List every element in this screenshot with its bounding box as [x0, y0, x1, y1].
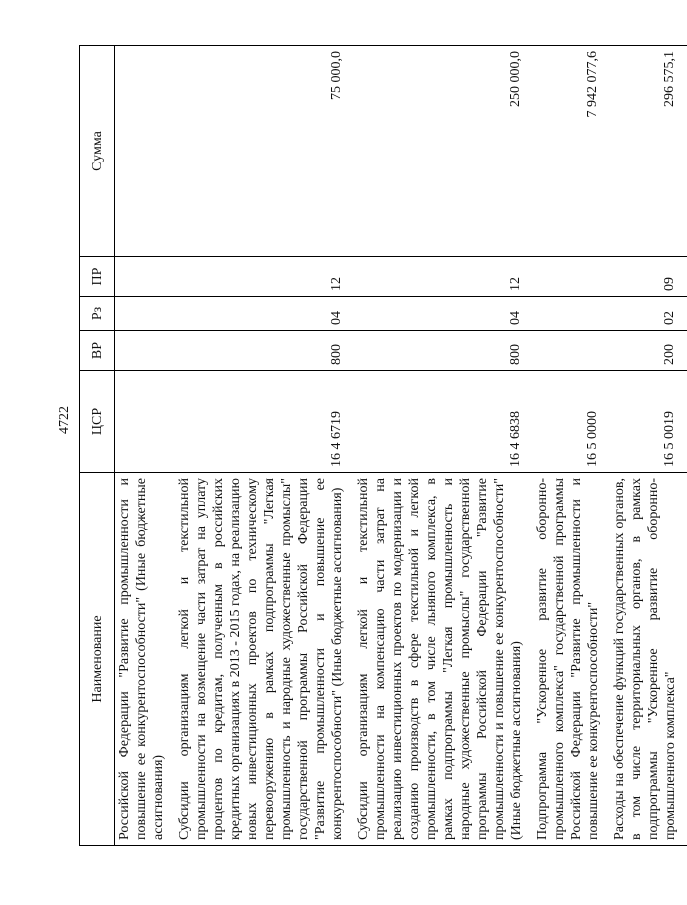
row-name: Субсидии организациям легкой и текстильной промышленности на возмещение части затрат на уплату процентов по кредитам, полученным в российских кредитных организациях в 2013 - 2015 годах, на реализацию новых инвестиционных проектов по техническому перевооружению в рамках подпрограммы "Легкая промышленность и народные художественные промыслы" государственной программы Российской Федерации "Развитие промышленности и повышение ее конкурентоспособности" (Иные бюджетные ассигнования)	[175, 473, 354, 846]
row-vr	[115, 331, 176, 371]
table-row	[533, 46, 610, 846]
row-name: Расходы на обеспечение функций государственных органов, в том числе территориальных органов, в рамках подпрограммы "Ускоренное развитие оборонно-промышленного комплекса"	[610, 473, 687, 846]
header-name: Наименование	[80, 473, 115, 846]
row-sum: 7 942 077,6	[533, 46, 610, 257]
row-pr	[115, 257, 176, 297]
table-row	[610, 46, 687, 846]
header-rz: Рз	[80, 297, 115, 331]
row-rz: 04	[354, 297, 533, 331]
row-name: Субсидии организациям легкой и текстильной промышленности на компенсацию части затрат на реализацию инвестиционных проектов по модернизации и созданию производств в сфере текстильной и легкой промышленности, в том числе льняного комплекса, в рамках подпрограммы "Легкая промышленность и народные художественные промыслы" государственной программы Российской Федерации "Развитие промышленности и повышение ее конкурентоспособности" (Иные бюджетные ассигнования)	[354, 473, 533, 846]
row-csr	[115, 371, 176, 473]
table-row	[354, 46, 533, 846]
row-rz: 02	[610, 297, 687, 331]
header-pr: ПР	[80, 257, 115, 297]
budget-table	[79, 45, 687, 846]
row-csr: 16 4 6838	[354, 371, 533, 473]
table-header-row	[80, 46, 115, 846]
row-rz: 04	[175, 297, 354, 331]
row-name: Подпрограмма "Ускоренное развитие оборонно-промышленного комплекса" государственной программы Российской Федерации "Развитие промышленности и повышение ее конкурентоспособности"	[533, 473, 610, 846]
table-row	[175, 46, 354, 846]
header-sum: Сумма	[80, 46, 115, 257]
header-csr: ЦСР	[80, 371, 115, 473]
row-rz	[115, 297, 176, 331]
row-sum: 250 000,0	[354, 46, 533, 257]
row-pr: 12	[175, 257, 354, 297]
page-number: 4722	[57, 406, 72, 434]
row-name: Российской Федерации "Развитие промышленности и повышение ее конкурентоспособности" (Иные бюджетные ассигнования)	[115, 473, 176, 846]
row-csr: 16 5 0019	[610, 371, 687, 473]
row-pr: 12	[354, 257, 533, 297]
header-vr: ВР	[80, 331, 115, 371]
row-csr: 16 4 6719	[175, 371, 354, 473]
row-csr: 16 5 0000	[533, 371, 610, 473]
row-sum	[115, 46, 176, 257]
row-vr: 200	[610, 331, 687, 371]
row-rz	[533, 297, 610, 331]
row-vr	[533, 331, 610, 371]
row-sum: 75 000,0	[175, 46, 354, 257]
row-pr: 09	[610, 257, 687, 297]
row-vr: 800	[175, 331, 354, 371]
row-pr	[533, 257, 610, 297]
table-row	[115, 46, 176, 846]
rotated-page-content	[79, 46, 678, 846]
row-vr: 800	[354, 331, 533, 371]
row-sum: 296 575,1	[610, 46, 687, 257]
